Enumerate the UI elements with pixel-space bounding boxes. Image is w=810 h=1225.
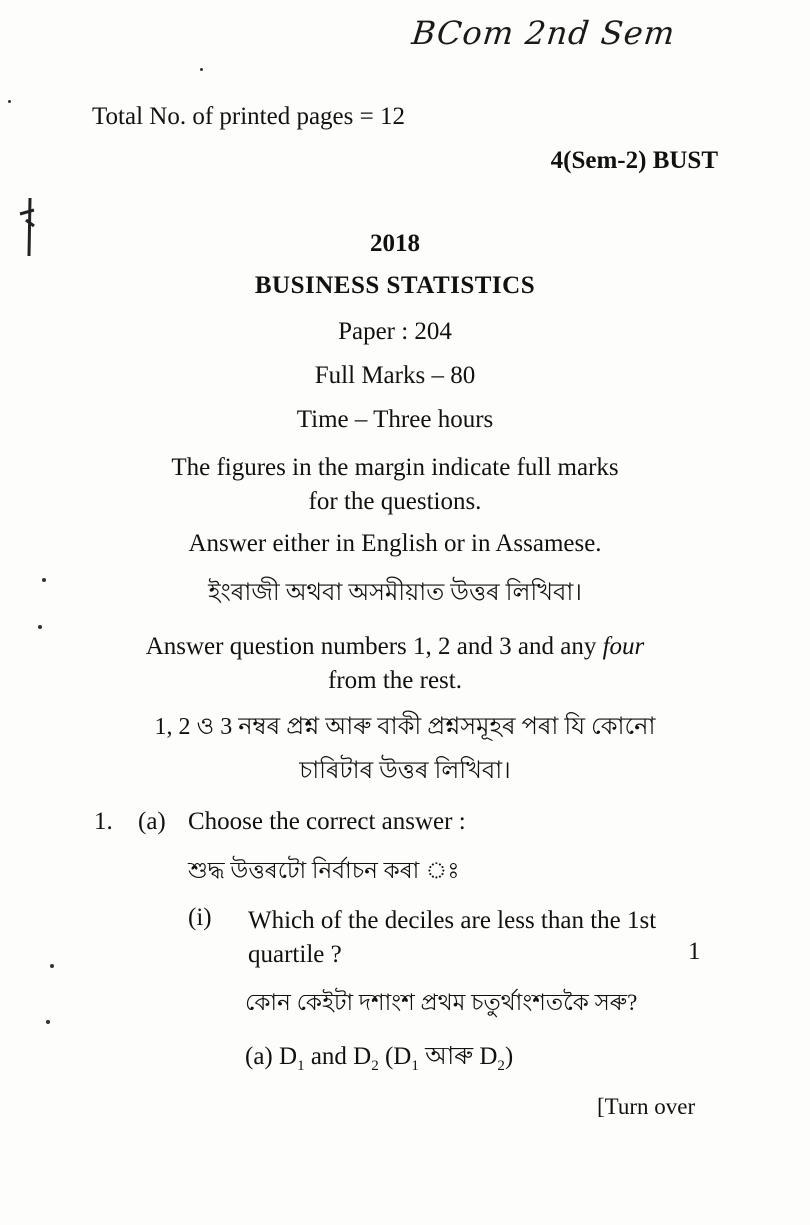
subquestion-marks: 1 (688, 938, 701, 965)
answer-instruction-as (0, 705, 810, 793)
option-a-as-sub1: 1 (411, 1058, 419, 1074)
answer-instruction-emphasis: four (602, 633, 645, 660)
question-text: Choose the correct answer : (188, 808, 466, 835)
option-a-and: and D (304, 1043, 372, 1070)
answer-instruction-line1 (0, 630, 790, 664)
option-a-as-sub2: 2 (497, 1058, 505, 1074)
subquestion-text-as: কোন কেইটা দশাংশ প্ৰথম চতুৰ্থাংশতকৈ সৰু? (245, 990, 638, 1015)
scan-speck (200, 68, 203, 71)
paper-number: Paper : 204 (338, 318, 452, 345)
scan-speck (50, 964, 54, 968)
subquestion-text: Which of the deciles are less than the 1st quartile ? (248, 907, 657, 968)
option-a-sub1: 1 (297, 1058, 305, 1074)
option-a-as-and: আৰু D (418, 1043, 498, 1070)
question-text-as: শুদ্ধ উত্তৰটো নিৰ্বাচন কৰা ঃ (188, 858, 460, 883)
answer-instruction-prefix: Answer question numbers 1, 2 and 3 and any (145, 633, 603, 660)
option-a-prefix: (a) D (245, 1043, 298, 1070)
scan-speck (38, 625, 42, 629)
exam-year: 2018 (370, 230, 420, 257)
handwritten-note: BCom 2nd Sem (410, 14, 678, 52)
full-marks: Full Marks – 80 (314, 362, 476, 389)
answer-instruction-as-line1: 1, 2 ও 3 নম্বৰ প্ৰশ্ন আৰু বাকী প্ৰশ্নসমূহৰ পৰা যি কোনো (154, 714, 656, 740)
margin-instruction-line1: The figures in the margin indicate full marks (171, 454, 619, 481)
question-part: (a) (138, 808, 166, 835)
option-a (245, 1036, 513, 1079)
subquestion-number: (i) (188, 904, 212, 931)
language-instruction-en: Answer either in English or in Assamese. (188, 530, 602, 557)
answer-instruction-en (0, 630, 790, 698)
scan-speck (46, 1020, 50, 1024)
scan-speck (8, 100, 11, 103)
scan-speck (42, 578, 46, 582)
turn-over-note: [Turn over (597, 1094, 696, 1119)
answer-instruction-line2: from the rest. (328, 667, 462, 694)
option-a-as-open: (D (378, 1043, 412, 1070)
paper-code: 4(Sem-2) BUST (550, 147, 718, 174)
answer-instruction-as-line2: চাৰিটাৰ উত্তৰ লিখিবা। (299, 758, 511, 784)
total-pages: Total No. of printed pages = 12 (92, 103, 405, 130)
option-a-sub2: 2 (371, 1058, 379, 1074)
option-a-as-close: ) (504, 1043, 514, 1070)
exam-time: Time – Three hours (296, 406, 494, 433)
margin-instruction (0, 451, 790, 519)
margin-instruction-line2: for the questions. (308, 488, 482, 515)
question-number: 1. (94, 808, 113, 835)
language-instruction-as: ইংৰাজী অথবা অসমীয়াত উত্তৰ লিখিবা। (208, 580, 582, 606)
subject-title: BUSINESS STATISTICS (254, 272, 536, 299)
